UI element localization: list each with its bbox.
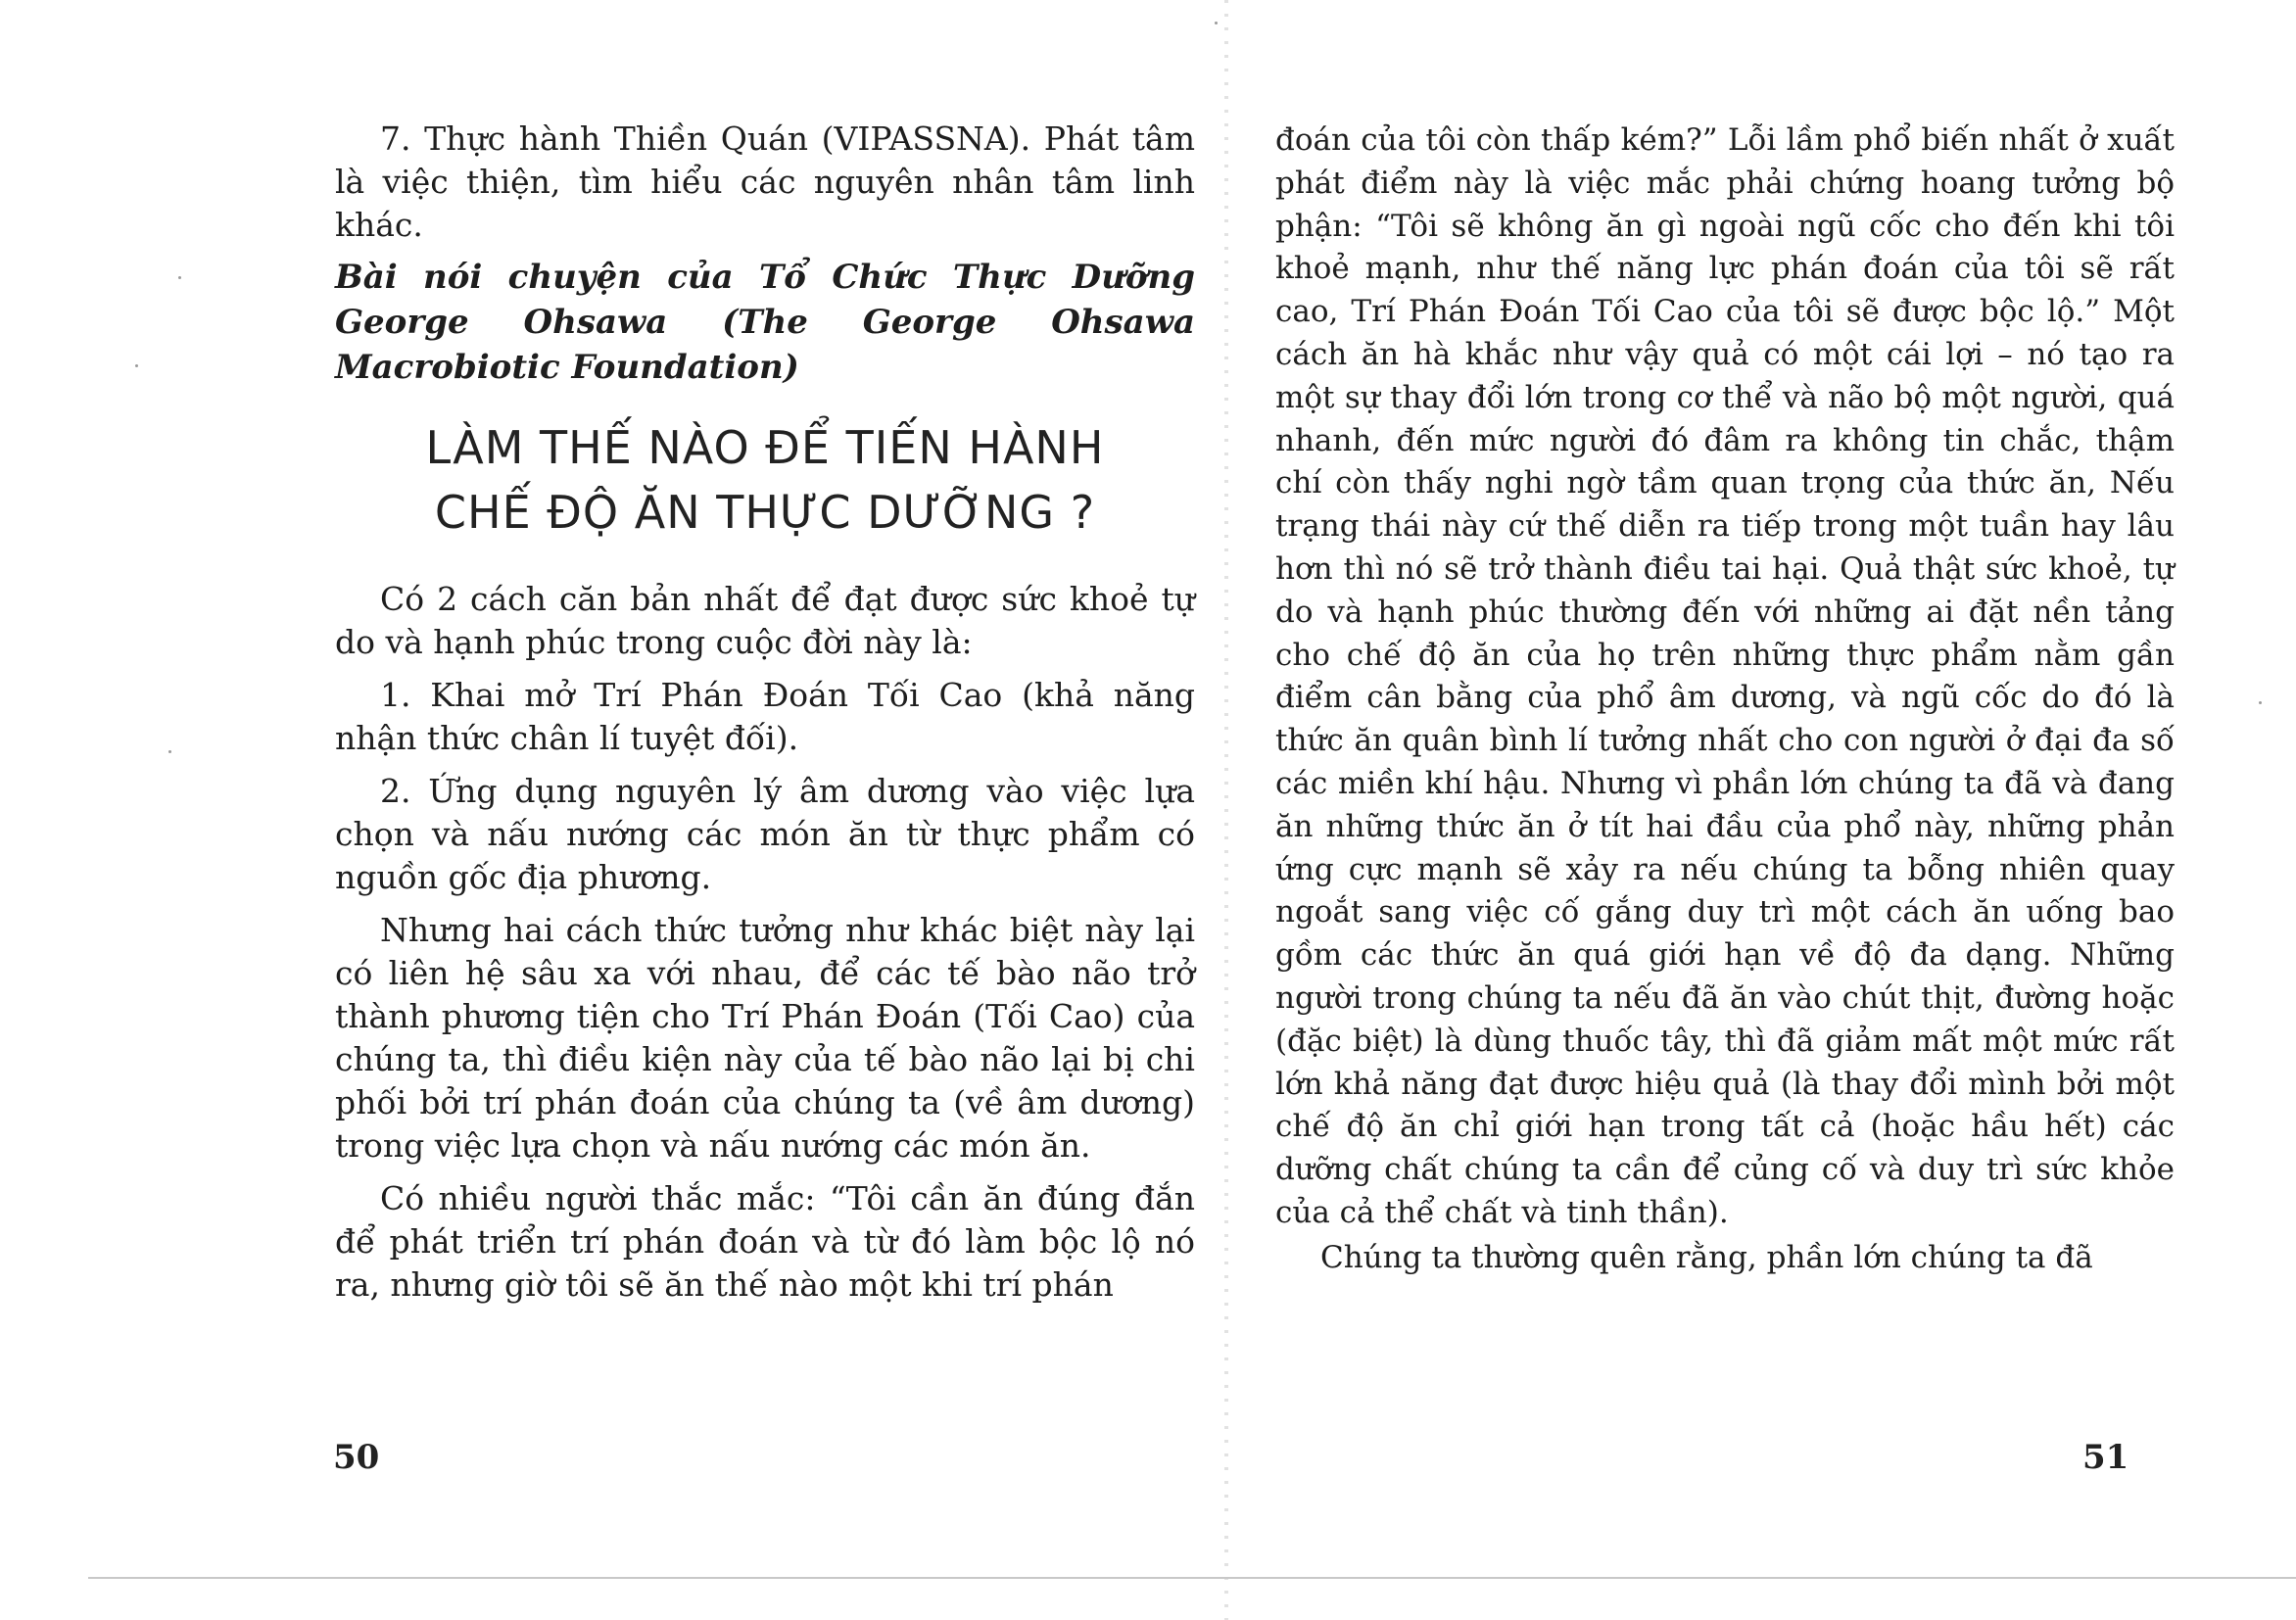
paragraph: Có nhiều người thắc mắc: “Tôi cần ăn đúng đắn để phát triển trí phán đoán và từ đó làm bộc lộ nó ra, nhưng giờ tôi sẽ ăn thế nào một khi trí phán — [335, 1179, 1195, 1304]
paragraph: Nhưng hai cách thức tưởng như khác biệt này lại có liên hệ sâu xa với nhau, để các tế bào não trở thành phương tiện cho Trí Phán Đoán (Tối Cao) của chúng ta, thì điều kiện này của tế bào não lại bị chi phối bởi trí phán đoán của chúng ta (về âm dương) trong việc lựa chọn và nấu nướng các món ăn. — [335, 911, 1195, 1165]
paragraph-item-7: 7. Thực hành Thiền Quán (VIPASSNA). Phát tâm là việc thiện, tìm hiểu các nguyên nhân tâm linh khác. — [335, 119, 1195, 244]
scan-speck — [135, 364, 138, 367]
page-number-left: 50 — [333, 1438, 380, 1477]
left-page-text-column — [335, 118, 1195, 1316]
right-page — [1226, 0, 2296, 1620]
scan-speck — [178, 276, 181, 279]
paragraph-continued: đoán của tôi còn thấp kém?” Lỗi lầm phổ biến nhất ở xuất phát điểm này là việc mắc phải chứng hoang tưởng bộ phận: “Tôi sẽ không ăn gì ngoài ngũ cốc cho đến khi tôi khoẻ mạnh, như thế năng lực phán đoán của tôi sẽ rất cao, Trí Phán Đoán Tối Cao của tôi sẽ được bộc lộ.” Một cách ăn hà khắc như vậy quả có một cái lợi – nó tạo ra một sự thay đổi lớn trong cơ thể và não bộ một người, quá nhanh, đến mức người đó đâm ra không tin chắc, thậm chí còn thấy nghi ngờ tầm quan trọng của thức ăn, Nếu trạng thái này cứ thế diễn ra tiếp trong một tuần hay lâu hơn thì nó sẽ trở thành điều tai hại. Quả thật sức khoẻ, tự do và hạnh phúc thường đến với những ai đặt nền tảng cho chế độ ăn của họ trên những thực phẩm nằm gần điểm cân bằng của phổ âm dương, và ngũ cốc do đó là thức ăn quân bình lí tưởng nhất cho con người ở đại đa số các miền khí hậu. Nhưng vì phần lớn chúng ta đã và đang ăn những thức ăn ở tít hai đầu của phổ này, những phản ứng cực mạnh sẽ xảy ra nếu chúng ta bỗng nhiên quay ngoắt sang việc cố gắng duy trì một cách ăn uống bao gồm các thức ăn quá giới hạn về độ đa dạng. Những người trong chúng ta nếu đã ăn vào chút thịt, đường hoặc (đặc biệt) là dùng thuốc tây, thì đã giảm mất một mức rất lớn khả năng đạt được hiệu quả (là thay đổi mình bởi một chế độ ăn chỉ giới hạn trong tất cả (hoặc hầu hết) các dưỡng chất chúng ta cần để củng cố và duy trì sức khỏe của cả thể chất và tinh thần). — [1275, 122, 2175, 1230]
chapter-heading-line-2: CHẾ ĐỘ ĂN THỰC DƯỠNG ? — [434, 486, 1096, 539]
chapter-heading-line-1: LÀM THẾ NÀO ĐỂ TIẾN HÀNH — [425, 421, 1105, 474]
scan-speck — [2259, 701, 2262, 704]
chapter-heading — [335, 415, 1195, 545]
page-number-right: 51 — [2082, 1438, 2129, 1477]
paragraph: Có 2 cách căn bản nhất để đạt được sức khoẻ tự do và hạnh phúc trong cuộc đời này là: — [335, 580, 1195, 661]
speech-credit: Bài nói chuyện của Tổ Chức Thực Dưỡng George Ohsawa (The George Ohsawa Macrobiotic Foundation) — [335, 258, 1195, 387]
paragraph: 2. Ứng dụng nguyên lý âm dương vào việc lựa chọn và nấu nướng các món ăn từ thực phẩm có nguồn gốc địa phương. — [335, 772, 1195, 896]
paragraph: Chúng ta thường quên rằng, phần lớn chúng ta đã — [1320, 1239, 2093, 1275]
scan-speck — [1215, 22, 1218, 24]
right-page-text-column — [1275, 119, 2175, 1282]
paragraph: 1. Khai mở Trí Phán Đoán Tối Cao (khả năng nhận thức chân lí tuyệt đối). — [335, 676, 1195, 757]
scan-speck — [168, 750, 171, 753]
scan-edge-line — [88, 1577, 2296, 1579]
